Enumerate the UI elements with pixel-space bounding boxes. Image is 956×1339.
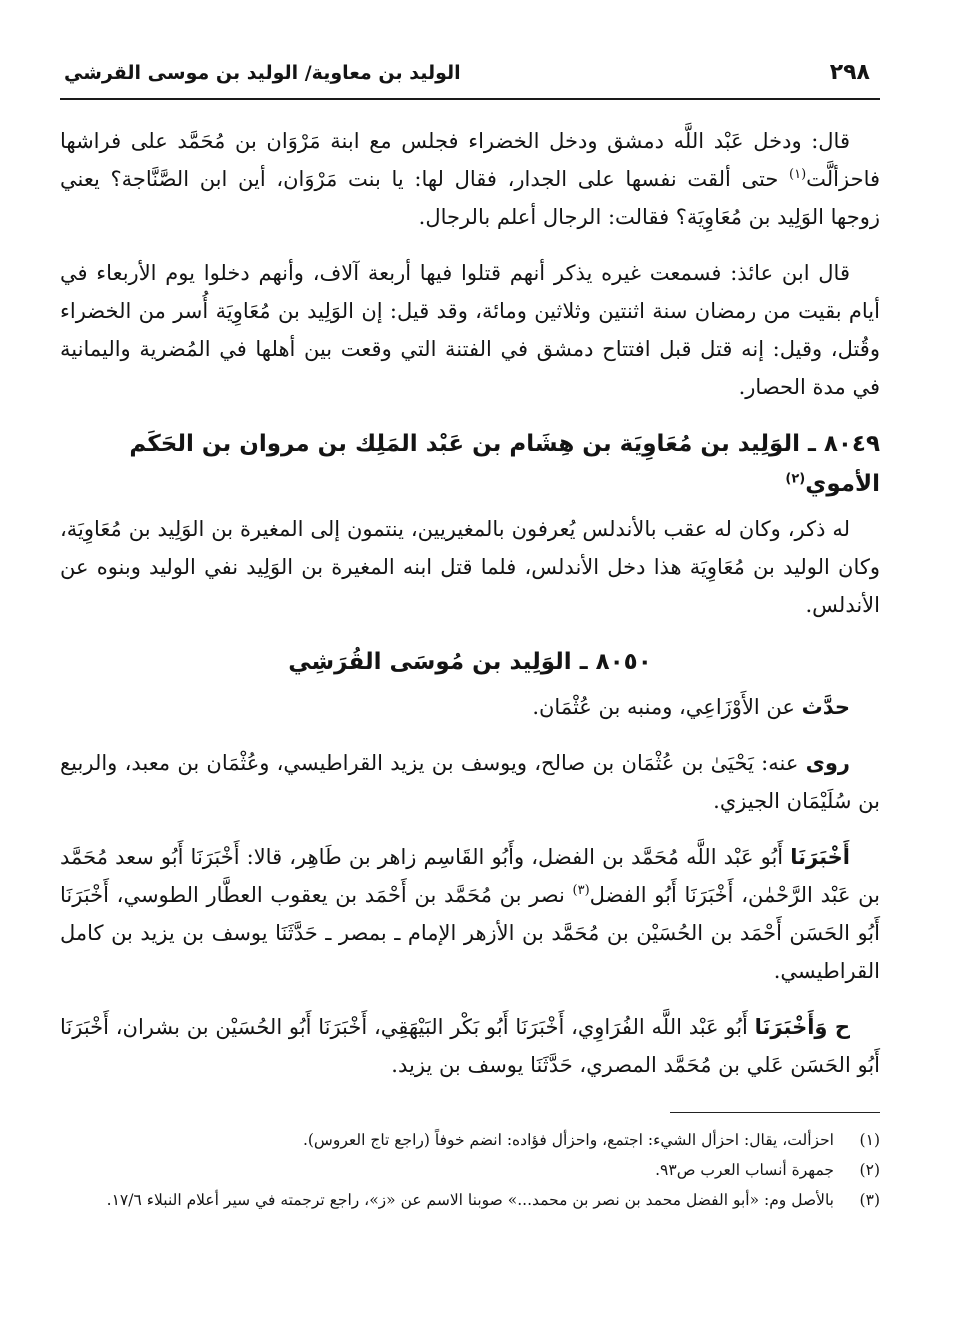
running-title: الوليد بن معاوية/ الوليد بن موسى القرشي [64,62,461,84]
paragraph-text: قال: ودخل عَبْد اللَّه دمشق ودخل الخضراء فجلس مع ابنة مَرْوَان بن مُحَمَّد على فراشها فاحزألَّت [60,129,880,191]
keyword-haddath: حدَّث [801,695,850,719]
footnote-ref-3[interactable]: (٣) [572,883,590,898]
paragraph-text: أَبُو عَبْد اللَّه مُحَمَّد بن الفضل، وأَبُو القَاسِم زاهر بن طَاهِر، قالا: أَخْبَرَنَا أَبُو سعد مُحَمَّد بن عَبْد الرَّحْمٰن، أَخْبَرَنَا أَبُو الفضل [60,845,880,907]
paragraph-1 [60,122,880,236]
entry-heading-8049 [60,424,880,504]
entry-title: ٨٠٤٩ ـ الوَلِيد بن مُعَاوِيَة بن هِشَام بن عَبْد المَلِك بن مروان بن الحَكَم الأموي [129,431,880,497]
footnote-2 [60,1155,880,1185]
footnote-number: (١) [859,1131,880,1149]
keyword-rawa: روى [805,751,850,775]
running-header [60,56,880,100]
keyword-akhbarana: أَخْبَرَنَا [790,845,850,869]
paragraph-5 [60,744,880,820]
footnote-number: (٣) [859,1191,880,1209]
footnote-text: احزألت، يقال: احزأل الشيء: اجتمع، واحزأل فؤاده: انضم خوفاً (راجع تاج العروس). [302,1131,834,1149]
footnotes [60,1112,880,1215]
footnote-3 [60,1185,880,1215]
main-text [60,122,880,1102]
paragraph-2: قال ابن عائذ: فسمعت غيره يذكر أنهم قتلوا فيها أربعة آلاف، وأنهم دخلوا يوم الأربعاء في أيام بقيت من رمضان سنة اثنتين وثلاثين ومائة، وقد قيل: إن الوَلِيد بن مُعَاوِيَة أُسر من الخضراء وقُتل، وقيل: إنه قتل قبل افتتاح دمشق في الفتنة التي وقعت بين أهلها في المُضرية واليمانية في مدة الحصار. [60,261,880,399]
paragraph-text: حتى ألقت نفسها على الجدار، فقال لها: يا بنت مَرْوَان، أين ابن الصَّنَّاجة؟ يعني زوجها الوَلِيد بن مُعَاوِيَة؟ فقالت: الرجال أعلم بالرجال. [60,167,880,229]
footnote-1 [60,1125,880,1155]
paragraph-6 [60,838,880,990]
footnote-ref-2[interactable]: (٢) [785,471,806,487]
paragraph-7 [60,1008,880,1084]
paragraph-3: له ذكر، وكان له عقب بالأندلس يُعرفون بالمغيريين، ينتمون إلى المغيرة بن الوَلِيد بن مُعَاوِيَة، وكان الوليد بن مُعَاوِيَة هذا دخل الأندلس، فلما قتل ابنه المغيرة بن الوَلِيد نفي الوليد وبنوه عن الأندلس. [60,517,880,617]
footnote-text: جمهرة أنساب العرب ص٩٣. [655,1161,834,1179]
paragraph-text: نصر بن مُحَمَّد بن أَحْمَد بن يعقوب العطَّار الطوسي، أَخْبَرَنَا أَبُو الحَسَن أَحْمَد بن الحُسَيْن بن مُحَمَّد بن الأزهر الإمام ـ بمصر ـ حَدَّثَنَا يوسف بن يزيد بن كامل القراطيسي. [60,883,880,983]
footnote-text: بالأصل وم: «أبو الفضل محمد بن نصر بن محمد...» صوبنا الاسم عن «ز»، راجع ترجمته في سير أعلام النبلاء ١٧/٦. [106,1191,834,1209]
paragraph-4 [60,688,880,726]
entry-heading-8050: ٨٠٥٠ ـ الوَلِيد بن مُوسَى القُرَشِي [288,649,652,675]
paragraph-text: عن الأَوْزَاعِي، ومنبه بن عُثْمَان. [532,695,802,719]
paragraph-text: أَبُو عَبْد اللَّه الفُرَاوِي، أَخْبَرَنَا أَبُو بَكْر البَيْهَقِي، أَخْبَرَنَا أَبُو الحُسَيْن بن بشران، أَخْبَرَنَا أَبُو الحَسَن عَلي بن مُحَمَّد المصري، حَدَّثَنَا يوسف بن يزيد. [60,1015,880,1077]
footnote-divider [670,1112,880,1113]
page-number: ٢٩٨ [829,60,870,85]
book-page [60,0,880,1339]
keyword-wa-akhbarana: ح وَأَخْبَرَنَا [754,1015,850,1039]
footnote-ref-1[interactable]: (١) [789,167,807,182]
paragraph-text: عنه: يَحْيَىٰ بن عُثْمَان بن صالح، ويوسف بن يزيد القراطيسي، وعُثْمَان بن معبد، والربيع بن سُلَيْمَان الجيزي. [60,751,880,813]
footnote-number: (٢) [859,1161,880,1179]
